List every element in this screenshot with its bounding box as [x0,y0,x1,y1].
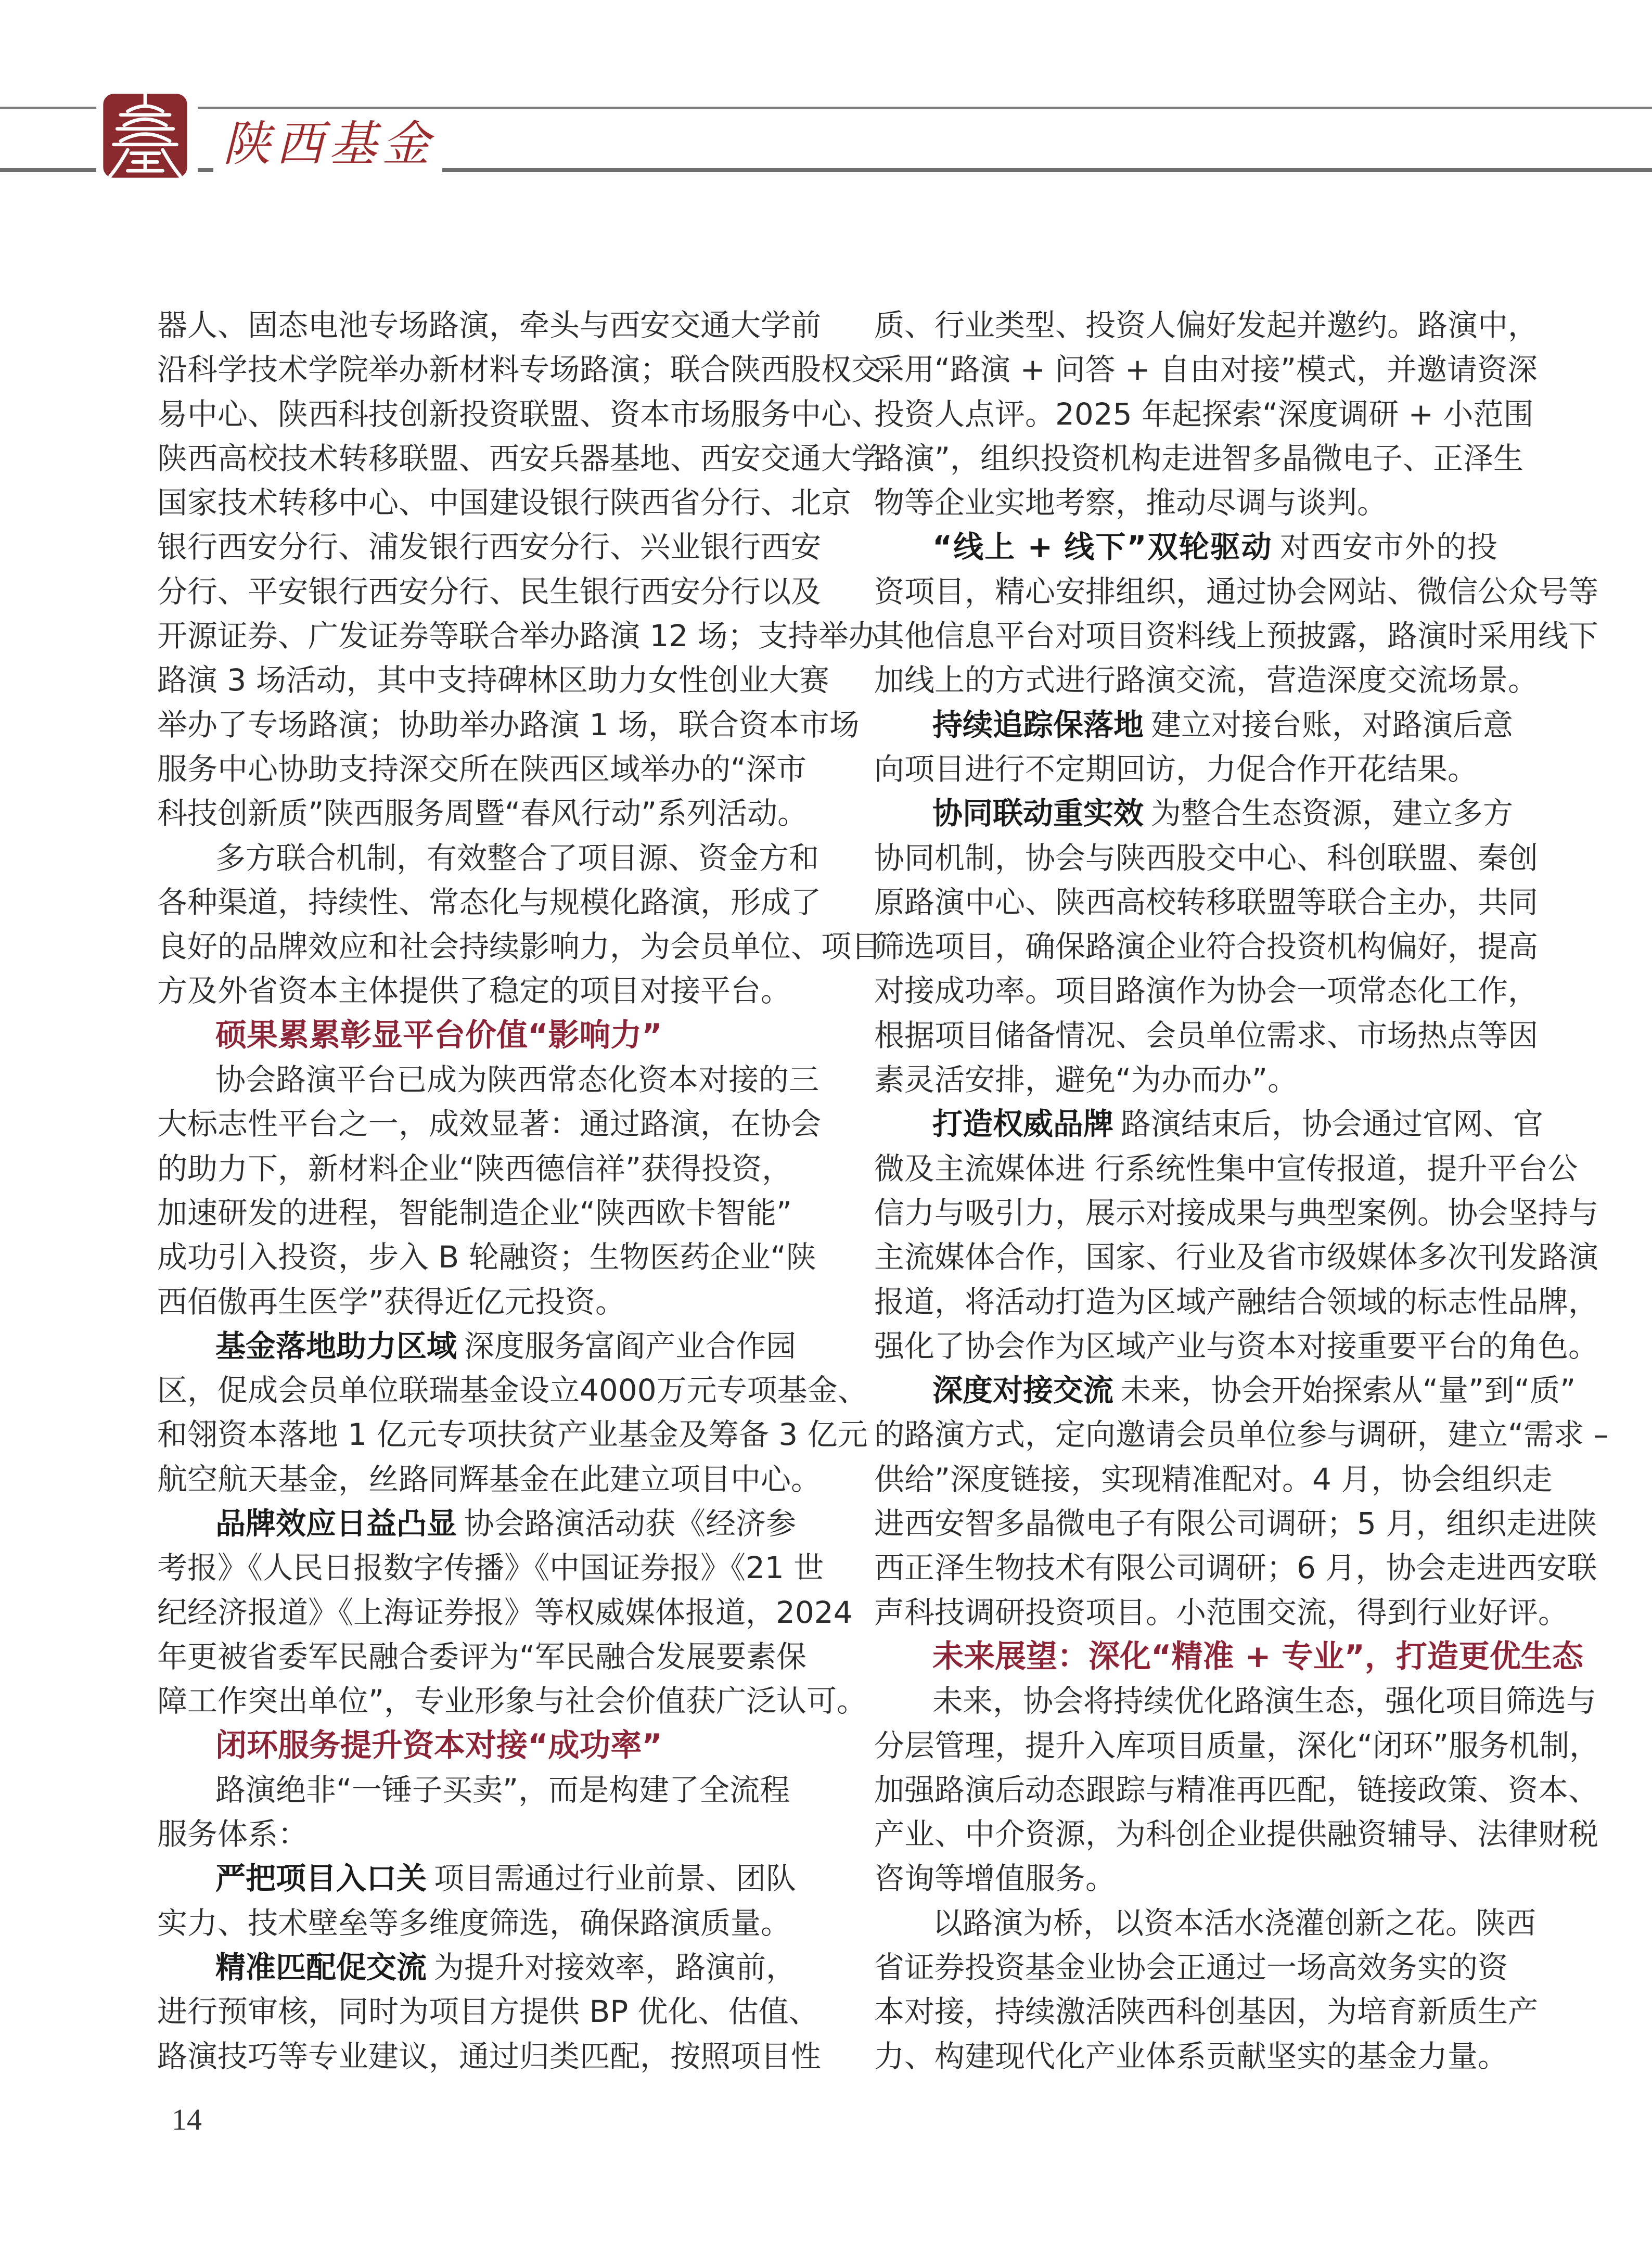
line-text: 供给”深度链接，实现精准配对。4 月，协会组织走 [874,1461,1553,1497]
line-text: 声科技调研投资项目。小范围交流，得到行业好评。 [874,1594,1569,1630]
paragraph [874,525,1599,702]
line-text: 的路演方式，定向邀请会员单位参与调研，建立“需求 – [874,1417,1609,1453]
paragraph-line [157,303,822,348]
paragraph-line [157,880,822,925]
paragraph-line [157,703,860,747]
line-text: 力、构建现代化产业体系贡献坚实的基金力量。 [874,2038,1508,2074]
paragraph-lead: 严把项目入口关 [215,1861,427,1897]
line-text: 物等企业实地考察，推动尽调与谈判。 [874,485,1388,521]
section-heading-text: 未来展望：深化“精准 + 专业”，打造更优生态 [932,1638,1583,1675]
paragraph-lead: 基金落地助力区域 [215,1328,457,1364]
section-heading-text: 闭环服务提升资本对接“成功率” [215,1727,662,1764]
paragraph-line [157,1546,824,1590]
paragraph-line [157,1812,780,1856]
line-text: 微及主流媒体进 行系统性集中宣传报道，提升平台公 [874,1150,1578,1186]
paragraph-line [157,614,879,658]
paragraph-line [157,925,882,969]
paragraph-line [874,1990,1539,2034]
brand-lettering: 陕西基金 [213,116,442,173]
section-heading [157,1724,780,1768]
paragraph-line [157,747,807,791]
paragraph-line [874,1812,1599,1856]
paragraph-line [874,1147,1578,1191]
page-number: 14 [172,2103,202,2136]
line-text: 深度服务富阎产业合作园 [464,1328,797,1364]
line-text: 强化了协会作为区域产业与资本对接重要平台的角色。 [874,1328,1599,1364]
paragraph-line [157,437,882,481]
paragraph-lead: 打造权威品牌 [932,1106,1114,1142]
line-text: 分行、平安银行西安分行、民生银行西安分行以及 [157,573,822,609]
paragraph-line [874,614,1599,658]
paragraph-line [157,570,822,614]
paragraph [874,703,1514,792]
line-text: 航空航天基金，丝路同辉基金在此建立项目中心。 [157,1461,822,1497]
paragraph-line [157,348,882,392]
paragraph-line [874,969,1539,1013]
paragraph-line [874,303,1539,348]
section-heading [874,1635,1583,1679]
paragraph-line [874,570,1599,614]
paragraph-lead: 深度对接交流 [932,1373,1114,1408]
paragraph [157,1502,867,1723]
paragraph-line [157,1058,819,1102]
line-text: 产业、中介资源，为科创企业提供融资辅导、法律财税 [874,1816,1599,1852]
paragraph-line [874,836,1539,880]
line-text: 素灵活安排，避免“为办而办”。 [874,1062,1298,1098]
line-text: 以路演为桥，以资本活水浇灌创新之花。陕西 [932,1905,1536,1941]
paragraph-line [157,1856,797,1901]
paragraph-line [157,791,808,836]
paragraph [874,1102,1599,1368]
paragraph [157,836,882,1014]
paragraph-line [874,1368,1576,1413]
paragraph-line [874,1502,1597,1546]
paragraph-line [157,1413,868,1457]
paragraph-line [157,969,791,1013]
line-text: 银行西安分行、浦发银行西安分行、兴业银行西安 [157,529,822,565]
paragraph-line [874,1413,1609,1457]
line-text: 方及外省资本主体提供了稳定的项目对接平台。 [157,973,791,1009]
paragraph-line [157,525,822,569]
line-text: 筛选项目，确保路演企业符合投资机构偏好，提高 [874,929,1539,965]
paragraph-line [157,836,819,880]
paragraph-line [157,1679,867,1723]
paragraph-line [874,1102,1544,1146]
line-text: 协同机制，协会与陕西股交中心、科创联盟、秦创 [874,840,1539,876]
line-text: 良好的品牌效应和社会持续影响力，为会员单位、项目 [157,929,882,965]
line-text: 向项目进行不定期回访，力促合作开花结果。 [874,751,1478,787]
line-text: 各种渠道，持续性、常态化与规模化路演，形成了 [157,884,822,920]
paragraph-line [874,925,1539,969]
paragraph-line [157,1368,868,1413]
line-text: 质、行业类型、投资人偏好发起并邀约。路演中， [874,308,1539,343]
line-text: 举办了专场路演；协助举办路演 1 场，联合资本市场 [157,707,860,742]
paragraph-lead: “线上 + 线下”双轮驱动 [932,529,1273,565]
line-text: 路演绝非“一锤子买卖”，而是构建了全流程 [215,1772,790,1808]
line-text: 服务中心协助支持深交所在陕西区域举办的“深市 [157,751,807,787]
section-heading-text: 硕果累累彰显平台价值“影响力” [215,1017,662,1054]
paragraph-line [874,1945,1508,1990]
paragraph-line [157,1457,822,1502]
line-text: 为提升对接效率，路演前， [434,1949,797,1985]
line-text: 加速研发的进程，智能制造企业“陕西欧卡智能” [157,1195,792,1231]
paragraph-line [157,1768,790,1812]
line-text: 信力与吸引力，展示对接成果与典型案例。协会坚持与 [874,1195,1599,1231]
paragraph [874,1901,1539,2079]
paragraph-line [157,1147,792,1191]
line-text: 年更被省委军民融合委评为“军民融合发展要素保 [157,1638,807,1674]
line-text: 本对接，持续激活陕西科创基因，为培育新质生产 [874,1994,1539,2030]
line-text: 国家技术转移中心、中国建设银行陕西省分行、北京 [157,485,852,521]
paragraph-lead: 品牌效应日益凸显 [215,1506,457,1542]
line-text: 沿科学技术学院举办新材料专场路演；联合陕西股权交 [157,352,882,388]
line-text: 对西安市外的投 [1279,529,1497,565]
left-column [157,303,882,2079]
line-text: 未来，协会开始探索从“量”到“质” [1121,1373,1576,1408]
paragraph [874,303,1539,525]
paragraph [874,791,1539,1102]
pagoda-logo-icon [101,92,189,180]
line-text: 采用“路演 + 问答 + 自由对接”模式，并邀请资深 [874,352,1538,388]
line-text: 路演技巧等专业建议，通过归类匹配，按照项目性 [157,2038,822,2074]
paragraph-line [157,1102,822,1146]
paragraph-line [874,791,1514,836]
line-text: 障工作突出单位”，专业形象与社会价值获广泛认可。 [157,1683,867,1719]
line-text: 为整合生态资源，建立多方 [1151,796,1514,831]
line-text: 项目需通过行业前景、团队 [434,1861,797,1897]
line-text: 大标志性平台之一，成效显著：通过路演，在协会 [157,1106,822,1142]
line-text: 纪经济报道》《上海证券报》等权威媒体报道，2024 [157,1594,853,1630]
paragraph [157,1324,868,1502]
line-text: 路演结束后，协会通过官网、官 [1121,1106,1544,1142]
line-text: 易中心、陕西科技创新投资联盟、资本市场服务中心、 [157,396,882,432]
line-text: 开源证券、广发证券等联合举办路演 12 场；支持举办 [157,618,879,654]
paragraph-line [157,1990,819,2034]
line-text: 加线上的方式进行路演交流，营造深度交流场景。 [874,662,1539,698]
paragraph-line [874,392,1534,437]
line-text: 西佰傲再生医学”获得近亿元投资。 [157,1284,626,1319]
paragraph-line [874,481,1497,525]
paragraph [157,1945,822,2079]
line-text: 区，促成会员单位联瑞基金设立4000万元专项基金、 [157,1373,868,1408]
paragraph-line [874,1235,1599,1279]
paragraph-line [157,1635,807,1679]
paragraph-line [157,2034,822,2079]
line-text: 建立对接台账，对路演后意 [1151,707,1514,742]
line-text: 分层管理，提升入库项目质量，深化“闭环”服务机制， [874,1727,1600,1763]
line-text: 协会路演活动获《经济参 [464,1506,797,1542]
paragraph-lead: 持续追踪保落地 [932,707,1144,742]
paragraph-line [157,392,882,437]
line-text: 资项目，精心安排组织，通过协会网站、微信公众号等 [874,573,1599,609]
line-text: 路演 3 场活动，其中支持碑林区助力女性创业大赛 [157,662,829,698]
paragraph-line [157,1502,797,1546]
paragraph-line [157,1280,780,1324]
paragraph [874,1679,1600,1901]
paragraph-line [874,348,1538,392]
line-text: 省证券投资基金业协会正通过一场高效务实的资 [874,1949,1508,1985]
line-text: 协会路演平台已成为陕西常态化资本对接的三 [215,1062,819,1098]
line-text: 根据项目储备情况、会员单位需求、市场热点等因 [874,1017,1539,1053]
paragraph-line [157,1901,791,1945]
line-text: 主流媒体合作，国家、行业及省市级媒体多次刊发路演 [874,1239,1599,1275]
line-text: 进西安智多晶微电子有限公司调研；5 月，组织走进陕 [874,1506,1597,1542]
paragraph-line [157,658,829,702]
paragraph-line [157,481,852,525]
paragraph [157,1856,797,1945]
line-text: 投资人点评。2025 年起探索“深度调研 + 小范围 [874,396,1534,432]
line-text: 多方联合机制，有效整合了项目源、资金方和 [215,840,819,876]
paragraph-lead: 精准匹配促交流 [215,1949,427,1985]
header-rule-thin [0,107,1652,109]
section-heading [157,1014,780,1058]
line-text: 实力、技术壁垒等多维度筛选，确保路演质量。 [157,1905,791,1941]
paragraph-line [874,1591,1569,1635]
paragraph-line [874,1014,1539,1058]
paragraph-line [157,1191,792,1235]
paragraph-line [874,437,1524,481]
paragraph-line [157,1235,816,1279]
paragraph-line [874,658,1539,702]
paragraph-line [874,1280,1599,1324]
line-text: 成功引入投资，步入 B 轮融资；生物医药企业“陕 [157,1239,816,1275]
line-text: 考报》《人民日报数字传播》《中国证券报》《21 世 [157,1550,824,1586]
right-column [874,303,1609,2079]
paragraph-line [874,1901,1536,1945]
paragraph [157,1058,822,1324]
paragraph-line [874,703,1514,747]
paragraph-line [874,525,1497,569]
paragraph [157,1768,790,1857]
paragraph-line [874,1546,1597,1590]
line-text: 其他信息平台对项目资料线上预披露，路演时采用线下 [874,618,1599,654]
paragraph-line [157,1324,797,1368]
line-text: 进行预审核，同时为项目方提供 BP 优化、估值、 [157,1994,819,2030]
line-text: 器人、固态电池专场路演，牵头与西安交通大学前 [157,308,822,343]
paragraph [157,303,882,836]
line-text: 服务体系： [157,1816,309,1852]
paragraph-line [874,2034,1508,2079]
line-text: 和翎资本落地 1 亿元专项扶贫产业基金及筹备 3 亿元 [157,1417,868,1453]
line-text: 西正泽生物技术有限公司调研；6 月，协会走进西安联 [874,1550,1597,1586]
paragraph-line [874,1058,1497,1102]
paragraph-line [874,1856,1497,1901]
paragraph-line [874,1679,1597,1723]
paragraph-line [874,1457,1553,1502]
paragraph-lead: 协同联动重实效 [932,796,1144,831]
line-text: 未来，协会将持续优化路演生态，强化项目筛选与 [932,1683,1597,1719]
paragraph-line [157,1945,797,1990]
paragraph-line [157,1591,853,1635]
paragraph-line [874,1724,1600,1768]
line-text: 的助力下，新材料企业“陕西德信祥”获得投资， [157,1150,792,1186]
line-text: 科技创新质”陕西服务周暨“春风行动”系列活动。 [157,796,808,831]
paragraph-line [874,1191,1599,1235]
line-text: 路演”，组织投资机构走进智多晶微电子、正泽生 [874,440,1524,476]
line-text: 陕西高校技术转移联盟、西安兵器基地、西安交通大学 [157,440,882,476]
paragraph-line [874,880,1539,925]
line-text: 咨询等增值服务。 [874,1861,1116,1897]
paragraph-line [874,1768,1599,1812]
line-text: 对接成功率。项目路演作为协会一项常态化工作， [874,973,1539,1009]
line-text: 原路演中心、陕西高校转移联盟等联合主办，共同 [874,884,1539,920]
paragraph-line [874,747,1497,791]
line-text: 加强路演后动态跟踪与精准再匹配，链接政策、资本、 [874,1772,1599,1808]
paragraph-line [874,1324,1599,1368]
paragraph [874,1368,1609,1635]
line-text: 报道，将活动打造为区域产融结合领域的标志性品牌， [874,1284,1599,1319]
